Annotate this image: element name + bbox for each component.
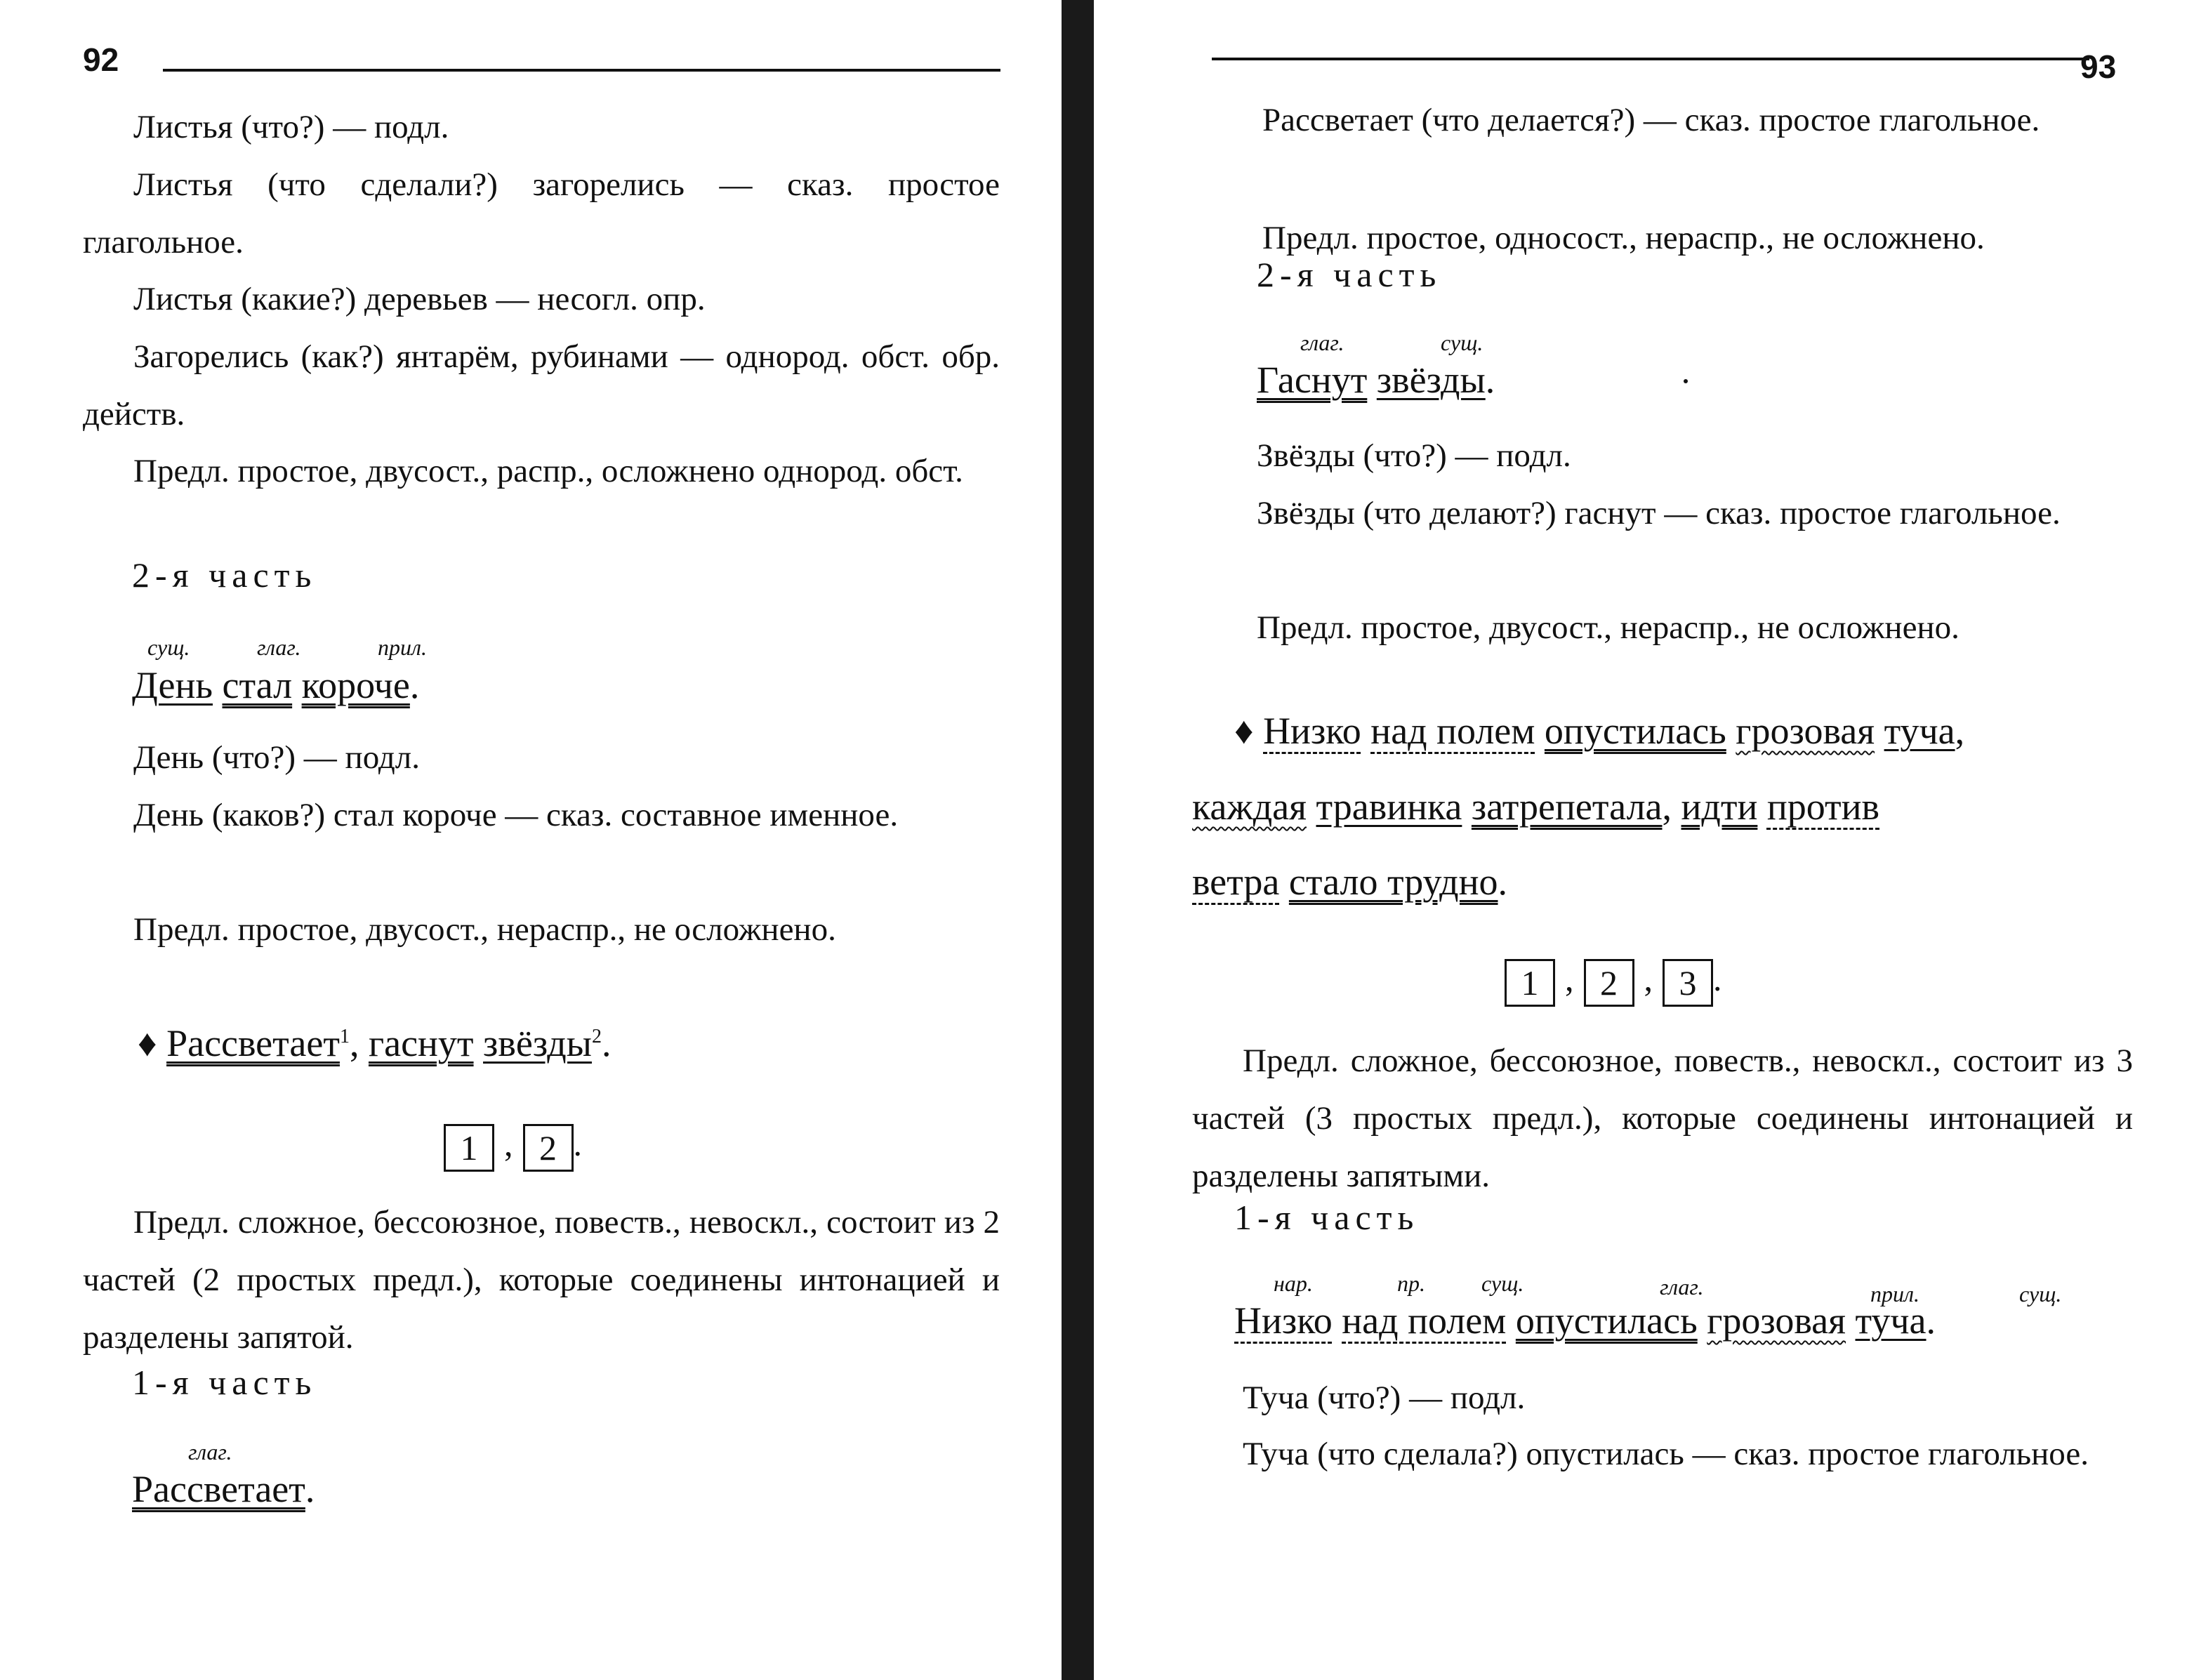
schema-box: 3 bbox=[1663, 959, 1713, 1007]
pos-tag: пр. bbox=[1397, 1271, 1425, 1296]
paragraph: Туча (что сделала?) опустилась — сказ. простое глагольное. bbox=[1243, 1436, 2089, 1472]
adverbial-word: Низко bbox=[1234, 1299, 1333, 1342]
subject-word: День bbox=[132, 664, 213, 706]
predicate-word: Рассветает bbox=[132, 1468, 305, 1510]
pos-tag: сущ. bbox=[1441, 330, 1483, 355]
schema-box: 1 bbox=[444, 1124, 494, 1172]
sentence-schema: 1 , 2 . bbox=[444, 1123, 582, 1172]
pos-tag: сущ. bbox=[147, 635, 190, 660]
diamond-icon: ♦ bbox=[138, 1022, 157, 1064]
pos-tag: сущ. bbox=[2019, 1281, 2062, 1307]
subject-word: звёзды bbox=[483, 1022, 592, 1064]
paragraph: Туча (что?) — подл. bbox=[1243, 1380, 1526, 1416]
predicate-word: идти bbox=[1681, 786, 1758, 828]
part-heading: 2-я часть bbox=[1257, 255, 1442, 294]
pos-tag: глаг. bbox=[188, 1439, 232, 1464]
predicate-word: стало трудно bbox=[1288, 861, 1498, 903]
schema-box: 2 bbox=[523, 1124, 574, 1172]
paragraph: Предл. сложное, бессоюзное, повеств., невоскл., состоит из 3 частей (3 простых предл.), которые соединены интонацией и разделены запятыми. bbox=[1192, 1043, 2133, 1194]
example-sentence: Гаснут звёзды. bbox=[1257, 359, 1495, 401]
header-rule bbox=[1212, 58, 2089, 60]
paragraph: Рассветает (что делается?) — сказ. простое глагольное. bbox=[1262, 102, 2040, 138]
header-rule bbox=[163, 69, 1000, 72]
left-page bbox=[0, 0, 1062, 1680]
pos-tag: сущ. bbox=[1481, 1271, 1524, 1296]
schema-box: 1 bbox=[1505, 959, 1555, 1007]
analyzed-sentence-line: каждая травинка затрепетала, идти против bbox=[1192, 786, 1880, 828]
attribute-word: грозовая bbox=[1707, 1299, 1846, 1342]
attribute-word: грозовая bbox=[1736, 710, 1875, 752]
paragraph: Листья (что?) — подл. bbox=[133, 109, 449, 145]
pos-tag: нар. bbox=[1274, 1271, 1313, 1296]
predicate-word: короче bbox=[301, 664, 410, 706]
analyzed-sentence-line: ♦ Низко над полем опустилась грозовая туча, bbox=[1234, 710, 1965, 752]
predicate-word: затрепетала bbox=[1471, 786, 1663, 828]
adverbial-word: над полем bbox=[1370, 710, 1535, 752]
predicate-word: опустилась bbox=[1515, 1299, 1698, 1342]
speck bbox=[1684, 379, 1688, 383]
subject-word: туча bbox=[1855, 1299, 1927, 1342]
page-number: 92 bbox=[83, 41, 119, 78]
predicate-word: Гаснут bbox=[1257, 359, 1368, 401]
paragraph: Звёзды (что?) — подл. bbox=[1257, 437, 1571, 474]
subject-word: травинка bbox=[1316, 786, 1462, 828]
part-heading: 2-я часть bbox=[132, 555, 317, 595]
predicate-word: стал bbox=[222, 664, 293, 706]
paragraph: День (каков?) стал короче — сказ. составное именное. bbox=[133, 797, 899, 833]
paragraph: Предл. сложное, бессоюзное, повеств., невоскл., состоит из 2 частей (2 простых предл.), которые соединены интонацией и разделены запятой. bbox=[83, 1204, 1000, 1356]
part-heading: 1-я часть bbox=[132, 1363, 317, 1402]
subject-word: звёзды bbox=[1376, 359, 1486, 401]
pos-tag: глаг. bbox=[1660, 1274, 1704, 1299]
paragraph: День (что?) — подл. bbox=[133, 739, 420, 776]
paragraph: Предл. простое, односост., нераспр., не осложнено. bbox=[1262, 220, 1985, 256]
pos-tag: глаг. bbox=[1300, 330, 1344, 355]
example-sentence: Низко над полем опустилась грозовая туча. bbox=[1234, 1299, 1936, 1342]
right-page bbox=[1094, 0, 2194, 1680]
subject-word: туча bbox=[1884, 710, 1955, 752]
paragraph: Предл. простое, двусост., нераспр., не осложнено. bbox=[133, 911, 836, 948]
predicate-word: Рассветает bbox=[166, 1022, 340, 1064]
analyzed-sentence: ♦ Рассветает$^1$, гаснут звёзды$^2$. bbox=[138, 1022, 612, 1064]
sentence-schema: 1 , 2 , 3 . bbox=[1505, 958, 1722, 1007]
paragraph: Листья (что сделали?) загорелись — сказ. простое глагольное. bbox=[83, 166, 1000, 260]
paragraph: Загорелись (как?) янтарём, рубинами — однород. обст. обр. действ. bbox=[83, 338, 1000, 432]
book-spine bbox=[1062, 0, 1094, 1680]
adverbial-word: ветра bbox=[1192, 861, 1280, 903]
diamond-icon: ♦ bbox=[1234, 710, 1254, 752]
paragraph: Звёзды (что делают?) гаснут — сказ. простое глагольное. bbox=[1257, 495, 2061, 531]
paragraph: Предл. простое, двусост., нераспр., не осложнено. bbox=[1257, 609, 1960, 646]
predicate-word: опустилась bbox=[1544, 710, 1726, 752]
pos-tag: прил. bbox=[1870, 1281, 1919, 1307]
predicate-word: гаснут bbox=[368, 1022, 474, 1064]
analyzed-sentence-line: ветра стало трудно. bbox=[1192, 861, 1508, 903]
adverbial-word: над полем bbox=[1342, 1299, 1507, 1342]
adverbial-word: Низко bbox=[1263, 710, 1361, 752]
attribute-word: каждая bbox=[1192, 786, 1307, 828]
page-number: 93 bbox=[2080, 48, 2117, 85]
schema-box: 2 bbox=[1584, 959, 1634, 1007]
example-sentence: Рассветает. bbox=[132, 1468, 315, 1510]
paragraph: Листья (какие?) деревьев — несогл. опр. bbox=[133, 281, 706, 317]
pos-tag: глаг. bbox=[257, 635, 301, 660]
part-heading: 1-я часть bbox=[1234, 1198, 1420, 1237]
example-sentence: День стал короче. bbox=[132, 664, 420, 706]
paragraph: Предл. простое, двусост., распр., осложнено однород. обст. bbox=[133, 453, 963, 489]
pos-tag: прил. bbox=[378, 635, 427, 660]
adverbial-word: против bbox=[1766, 786, 1880, 828]
